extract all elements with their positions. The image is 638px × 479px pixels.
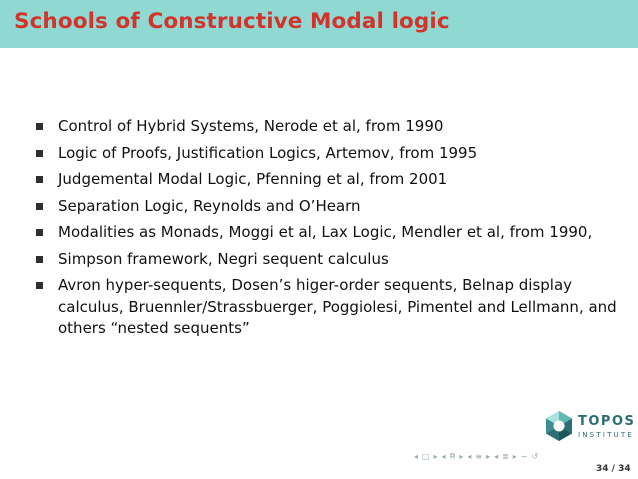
nav-frame-icon[interactable]: □ [422,451,430,461]
nav-prev-subsection-icon[interactable]: ◂ [441,451,446,461]
nav-back-icon[interactable]: ↺ [531,451,539,461]
nav-next-section-icon[interactable]: ▸ [486,451,491,461]
logo-subtitle: INSTITUTE [578,431,634,439]
bullet-item [34,275,618,340]
bullet-square-icon [36,229,43,236]
title-bar [0,0,638,48]
bullet-text: Avron hyper-sequents, Dosen’s higer-order sequents, Belnap display calculus, Bruennler/Strassbuerger, Poggiolesi, Pimentel and Lellmann, and others “nested sequents” [58,276,617,337]
nav-section-icon[interactable]: ≡ [475,451,483,461]
nav-prev-section-icon[interactable]: ◂ [467,451,472,461]
bullet-text: Separation Logic, Reynolds and O’Hearn [58,196,361,215]
bullet-square-icon [36,150,43,157]
nav-subsection-icon[interactable]: ⧉ [449,451,456,460]
bullet-text: Modalities as Monads, Moggi et al, Lax Logic, Mendler et al, from 1990, [58,223,593,241]
bullet-square-icon [36,203,43,210]
beamer-navigation [414,450,538,462]
nav-next-frame-icon[interactable]: ▸ [433,451,438,461]
bullet-text: Logic of Proofs, Justification Logics, Artemov, from 1995 [58,143,478,162]
bullet-item [34,249,618,271]
bullet-text: Control of Hybrid Systems, Nerode et al, from 1990 [58,117,444,135]
bullet-item [34,196,618,218]
nav-next-subsection-icon[interactable]: ▸ [459,451,464,461]
bullet-square-icon [36,176,43,183]
bullet-text: Simpson framework, Negri sequent calculus [58,249,389,268]
nav-search-icon[interactable]: ∽ [520,451,528,461]
nav-prev-frame-icon[interactable]: ◂ [414,451,419,461]
bullet-text: Judgemental Modal Logic, Pfenning et al, from 2001 [58,170,448,188]
page-number: 34 / 34 [596,464,631,474]
logo-name: TOPOS [578,414,636,429]
bullet-item [34,116,618,138]
bullet-item [34,222,618,244]
bullet-square-icon [36,123,43,130]
nav-next-doc-icon[interactable]: ▸ [512,451,517,461]
bullet-item [34,143,618,165]
nav-prev-doc-icon[interactable]: ◂ [494,451,499,461]
bullet-square-icon [36,282,43,289]
nav-doc-icon[interactable]: ≣ [502,451,509,461]
bullet-square-icon [36,256,43,263]
slide-title: Schools of Constructive Modal logic [14,9,450,34]
bullet-list [34,116,618,345]
bullet-item [34,169,618,191]
